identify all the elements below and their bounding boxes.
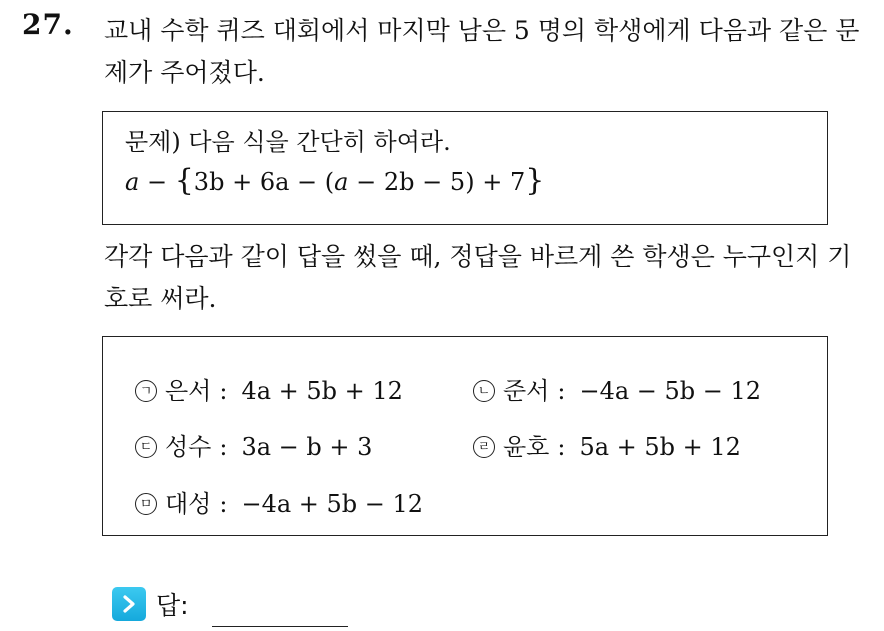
option-colon: :	[219, 433, 228, 461]
expr-term-2b: 2b	[383, 168, 415, 196]
expr-minus-3: −	[356, 168, 377, 196]
problem-box	[102, 111, 828, 225]
option-name: 대성	[165, 490, 212, 518]
option-marker-icon: ㅁ	[135, 493, 157, 515]
expr-minus-2: −	[297, 168, 318, 196]
expr-term-a-inner: a	[334, 168, 349, 196]
expr-plus: +	[232, 168, 253, 196]
option-marker-icon: ㄴ	[473, 380, 495, 402]
expr-minus-4: −	[422, 168, 443, 196]
expr-term-6a: 6a	[259, 168, 290, 196]
answer-label: 답:	[156, 591, 189, 620]
expr-close-brace: }	[525, 163, 545, 198]
option-name: 윤호	[503, 433, 550, 461]
option-daeseong	[135, 488, 423, 520]
option-colon: :	[557, 377, 566, 405]
expr-term-5: 5	[449, 168, 466, 196]
option-colon: :	[557, 433, 566, 461]
option-marker-icon: ㄷ	[135, 436, 157, 458]
option-name: 성수	[165, 433, 212, 461]
question-stem: 교내 수학 퀴즈 대회에서 마지막 남은 5 명의 학생에게 다음과 같은 문제가 주어졌다.	[104, 16, 860, 87]
option-expression: 4a + 5b + 12	[241, 377, 403, 405]
chevron-right-icon	[112, 587, 146, 621]
answer-row	[112, 586, 189, 622]
question-number: 27.	[22, 8, 74, 41]
expr-minus: −	[146, 168, 168, 196]
option-yunho	[473, 431, 741, 463]
option-colon: :	[219, 377, 228, 405]
expr-plus-2: +	[482, 168, 503, 196]
option-expression: 5a + 5b + 12	[579, 433, 741, 461]
option-name: 준서	[503, 377, 550, 405]
options-box	[102, 336, 828, 536]
option-marker-icon: ㄱ	[135, 380, 157, 402]
expr-term-a: a	[125, 168, 140, 196]
option-seongsu	[135, 431, 372, 463]
option-eunseo	[135, 375, 403, 407]
problem-expression	[125, 162, 827, 202]
expr-open-brace: {	[174, 163, 194, 198]
expr-term-7: 7	[509, 168, 526, 196]
option-junseo	[473, 375, 761, 407]
answer-blank-line[interactable]	[212, 626, 348, 627]
problem-text: 문제) 다음 식을 간단히 하여라.	[125, 128, 451, 156]
option-marker-icon: ㄹ	[473, 436, 495, 458]
option-colon: :	[219, 490, 228, 518]
option-expression: −4a + 5b − 12	[241, 490, 424, 518]
option-expression: −4a − 5b − 12	[579, 377, 762, 405]
instruction-text: 각각 다음과 같이 답을 썼을 때, 정답을 바르게 쓴 학생은 누구인지 기호로 써라.	[104, 242, 852, 313]
option-expression: 3a − b + 3	[241, 433, 373, 461]
expr-close-paren: )	[465, 168, 475, 196]
expr-open-paren: (	[324, 168, 335, 196]
expr-term-3b: 3b	[193, 168, 225, 196]
option-name: 은서	[165, 377, 212, 405]
